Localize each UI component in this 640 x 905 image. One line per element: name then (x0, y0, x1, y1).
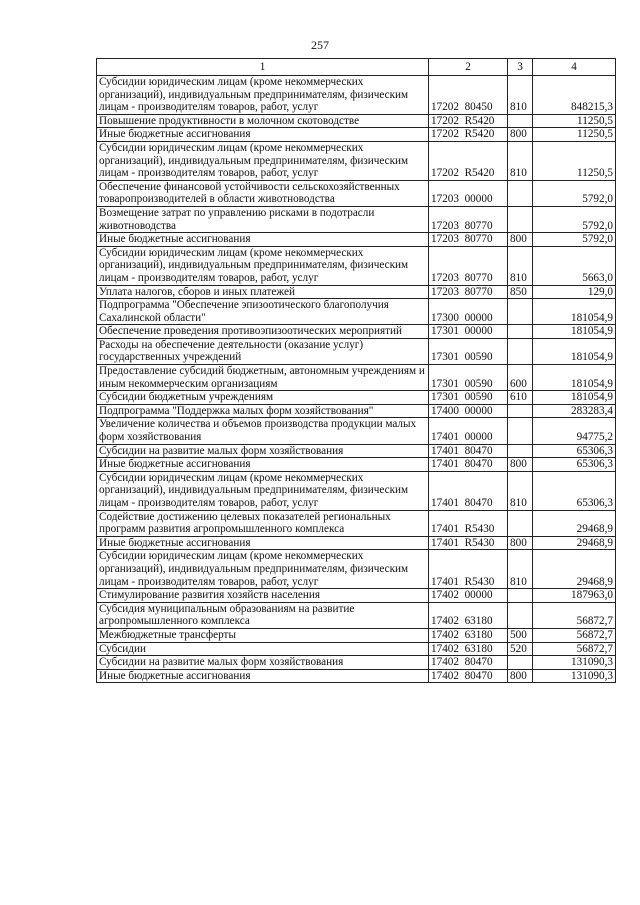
row-sum-cell: 181054,9 (533, 365, 616, 391)
row-name-cell: Подпрограмма "Обеспечение эпизоотического благополучия Сахалинской области" (97, 299, 429, 325)
row-kind-cell (508, 656, 533, 670)
table-row (97, 114, 616, 128)
table-row (97, 404, 616, 418)
row-code-cell: 17203 80770 (429, 233, 508, 247)
row-code-cell: 17300 00000 (429, 299, 508, 325)
row-sum-cell: 56872,7 (533, 602, 616, 628)
row-sum-cell: 56872,7 (533, 628, 616, 642)
row-name-cell: Стимулирование развития хозяйств населения (97, 589, 429, 603)
row-kind-cell: 600 (508, 365, 533, 391)
table-row (97, 444, 616, 458)
table-row (97, 206, 616, 232)
column-header-sum: 4 (533, 59, 616, 76)
row-sum-cell: 131090,3 (533, 656, 616, 670)
row-name-cell: Иные бюджетные ассигнования (97, 128, 429, 142)
row-code-cell: 17202 R5420 (429, 114, 508, 128)
row-code-cell: 17402 80470 (429, 669, 508, 683)
row-sum-cell: 11250,5 (533, 114, 616, 128)
row-name-cell: Иные бюджетные ассигнования (97, 536, 429, 550)
row-code-cell: 17203 80770 (429, 285, 508, 299)
row-kind-cell (508, 338, 533, 364)
table-row (97, 418, 616, 444)
row-code-cell: 17401 R5430 (429, 510, 508, 536)
row-name-cell: Содействие достижению целевых показателей региональных программ развития агропромышленного комплекса (97, 510, 429, 536)
row-name-cell: Возмещение затрат по управлению рисками в подотрасли животноводства (97, 206, 429, 232)
row-kind-cell (508, 589, 533, 603)
row-code-cell: 17401 R5430 (429, 550, 508, 589)
table-row (97, 589, 616, 603)
row-name-cell: Субсидии юридическим лицам (кроме некоммерческих организаций), индивидуальным предпринимателям, физическим лицам - производителям товаров, работ, услуг (97, 76, 429, 115)
row-code-cell: 17402 00000 (429, 589, 508, 603)
row-kind-cell (508, 325, 533, 339)
row-sum-cell: 29468,9 (533, 550, 616, 589)
row-name-cell: Субсидии юридическим лицам (кроме некоммерческих организаций), индивидуальным предпринимателям, физическим лицам - производителям товаров, работ, услуг (97, 550, 429, 589)
row-sum-cell: 29468,9 (533, 510, 616, 536)
row-code-cell: 17402 63180 (429, 602, 508, 628)
row-code-cell: 17401 R5430 (429, 536, 508, 550)
row-sum-cell: 5792,0 (533, 180, 616, 206)
row-kind-cell (508, 180, 533, 206)
row-name-cell: Субсидии юридическим лицам (кроме некоммерческих организаций), индивидуальным предпринимателям, физическим лицам - производителям товаров, работ, услуг (97, 246, 429, 285)
table-row (97, 128, 616, 142)
row-code-cell: 17203 80770 (429, 246, 508, 285)
row-name-cell: Повышение продуктивности в молочном скотоводстве (97, 114, 429, 128)
table-row (97, 669, 616, 683)
table-row (97, 458, 616, 472)
row-sum-cell: 5792,0 (533, 233, 616, 247)
row-code-cell: 17402 63180 (429, 642, 508, 656)
row-name-cell: Иные бюджетные ассигнования (97, 233, 429, 247)
row-name-cell: Уплата налогов, сборов и иных платежей (97, 285, 429, 299)
row-code-cell: 17400 00000 (429, 404, 508, 418)
row-kind-cell: 850 (508, 285, 533, 299)
table-row (97, 338, 616, 364)
table-body (97, 76, 616, 683)
row-name-cell: Обеспечение финансовой устойчивости сельскохозяйственных товаропроизводителей в области животноводства (97, 180, 429, 206)
row-code-cell: 17301 00000 (429, 325, 508, 339)
row-name-cell: Предоставление субсидий бюджетным, автономным учреждениям и иным некоммерческим организациям (97, 365, 429, 391)
row-kind-cell (508, 510, 533, 536)
row-kind-cell: 810 (508, 246, 533, 285)
row-sum-cell: 65306,3 (533, 444, 616, 458)
row-sum-cell: 29468,9 (533, 536, 616, 550)
table-row (97, 141, 616, 180)
row-kind-cell (508, 444, 533, 458)
row-code-cell: 17401 80470 (429, 458, 508, 472)
row-code-cell: 17202 R5420 (429, 141, 508, 180)
row-sum-cell: 65306,3 (533, 471, 616, 510)
budget-table (96, 58, 616, 683)
table-row (97, 642, 616, 656)
column-header-kind: 3 (508, 59, 533, 76)
row-kind-cell: 800 (508, 128, 533, 142)
row-sum-cell: 5663,0 (533, 246, 616, 285)
table-row (97, 628, 616, 642)
row-kind-cell (508, 602, 533, 628)
row-code-cell: 17301 00590 (429, 338, 508, 364)
row-kind-cell: 810 (508, 471, 533, 510)
row-name-cell: Увеличение количества и объемов производства продукции малых форм хозяйствования (97, 418, 429, 444)
row-code-cell: 17202 R5420 (429, 128, 508, 142)
row-kind-cell: 520 (508, 642, 533, 656)
table-row (97, 656, 616, 670)
row-code-cell: 17402 80470 (429, 656, 508, 670)
row-kind-cell (508, 114, 533, 128)
row-code-cell: 17301 00590 (429, 365, 508, 391)
table-row (97, 180, 616, 206)
row-sum-cell: 11250,5 (533, 128, 616, 142)
row-kind-cell: 800 (508, 458, 533, 472)
row-sum-cell: 848215,3 (533, 76, 616, 115)
row-name-cell: Субсидии юридическим лицам (кроме некоммерческих организаций), индивидуальным предпринимателям, физическим лицам - производителям товаров, работ, услуг (97, 471, 429, 510)
row-kind-cell (508, 206, 533, 232)
row-name-cell: Иные бюджетные ассигнования (97, 458, 429, 472)
row-name-cell: Иные бюджетные ассигнования (97, 669, 429, 683)
row-code-cell: 17203 80770 (429, 206, 508, 232)
row-sum-cell: 131090,3 (533, 669, 616, 683)
table-row (97, 602, 616, 628)
row-name-cell: Обеспечение проведения противоэпизоотических мероприятий (97, 325, 429, 339)
page-number: 257 (311, 38, 329, 52)
table-row (97, 233, 616, 247)
table-row (97, 550, 616, 589)
row-sum-cell: 187963,0 (533, 589, 616, 603)
row-kind-cell (508, 404, 533, 418)
row-name-cell: Межбюджетные трансферты (97, 628, 429, 642)
row-kind-cell: 500 (508, 628, 533, 642)
row-name-cell: Субсидии (97, 642, 429, 656)
row-sum-cell: 181054,9 (533, 338, 616, 364)
row-kind-cell: 800 (508, 233, 533, 247)
table-row (97, 76, 616, 115)
row-sum-cell: 181054,9 (533, 391, 616, 405)
row-code-cell: 17402 63180 (429, 628, 508, 642)
column-header-name: 1 (97, 59, 429, 76)
table-row (97, 325, 616, 339)
row-code-cell: 17301 00590 (429, 391, 508, 405)
row-sum-cell: 181054,9 (533, 325, 616, 339)
table-row (97, 299, 616, 325)
row-kind-cell (508, 299, 533, 325)
table-row (97, 246, 616, 285)
table-row (97, 536, 616, 550)
row-name-cell: Субсидии на развитие малых форм хозяйствования (97, 656, 429, 670)
row-sum-cell: 56872,7 (533, 642, 616, 656)
row-sum-cell: 5792,0 (533, 206, 616, 232)
table-row (97, 285, 616, 299)
row-name-cell: Субсидии на развитие малых форм хозяйствования (97, 444, 429, 458)
row-sum-cell: 283283,4 (533, 404, 616, 418)
row-kind-cell (508, 418, 533, 444)
row-code-cell: 17401 80470 (429, 444, 508, 458)
row-kind-cell: 810 (508, 141, 533, 180)
table-row (97, 510, 616, 536)
row-sum-cell: 129,0 (533, 285, 616, 299)
row-name-cell: Расходы на обеспечение деятельности (оказание услуг) государственных учреждений (97, 338, 429, 364)
row-code-cell: 17401 00000 (429, 418, 508, 444)
row-kind-cell: 810 (508, 76, 533, 115)
row-sum-cell: 65306,3 (533, 458, 616, 472)
row-code-cell: 17202 80450 (429, 76, 508, 115)
table-row (97, 471, 616, 510)
table-row (97, 365, 616, 391)
row-name-cell: Субсидии бюджетным учреждениям (97, 391, 429, 405)
row-kind-cell: 610 (508, 391, 533, 405)
row-code-cell: 17203 00000 (429, 180, 508, 206)
row-sum-cell: 11250,5 (533, 141, 616, 180)
column-header-code: 2 (429, 59, 508, 76)
table-row (97, 391, 616, 405)
row-kind-cell: 800 (508, 536, 533, 550)
row-kind-cell: 800 (508, 669, 533, 683)
row-name-cell: Субсидия муниципальным образованиям на развитие агропромышленного комплекса (97, 602, 429, 628)
row-sum-cell: 94775,2 (533, 418, 616, 444)
row-kind-cell: 810 (508, 550, 533, 589)
row-name-cell: Подпрограмма "Поддержка малых форм хозяйствования" (97, 404, 429, 418)
table-header-row (97, 59, 616, 76)
row-code-cell: 17401 80470 (429, 471, 508, 510)
row-sum-cell: 181054,9 (533, 299, 616, 325)
row-name-cell: Субсидии юридическим лицам (кроме некоммерческих организаций), индивидуальным предпринимателям, физическим лицам - производителям товаров, работ, услуг (97, 141, 429, 180)
